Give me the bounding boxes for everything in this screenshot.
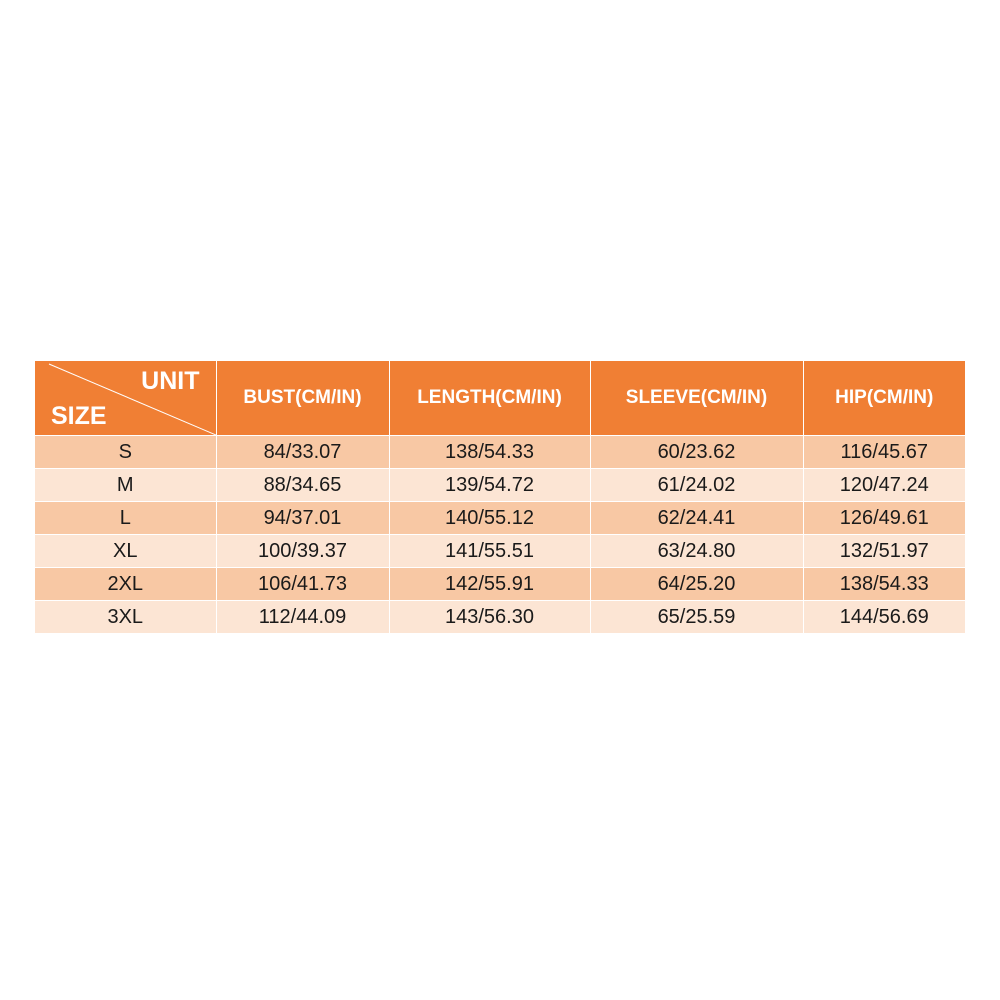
sleeve-cell: 61/24.02 <box>590 469 803 502</box>
header-row <box>35 361 965 436</box>
hip-cell: 138/54.33 <box>803 568 965 601</box>
hip-cell: 144/56.69 <box>803 601 965 634</box>
size-chart-table <box>35 361 965 634</box>
length-cell: 143/56.30 <box>389 601 590 634</box>
hip-cell: 132/51.97 <box>803 535 965 568</box>
size-cell: XL <box>35 535 216 568</box>
sleeve-cell: 60/23.62 <box>590 436 803 469</box>
bust-cell: 84/33.07 <box>216 436 389 469</box>
table-row <box>35 568 965 601</box>
sleeve-cell: 64/25.20 <box>590 568 803 601</box>
bust-cell: 100/39.37 <box>216 535 389 568</box>
size-cell: 3XL <box>35 601 216 634</box>
bust-cell: 112/44.09 <box>216 601 389 634</box>
hip-cell: 120/47.24 <box>803 469 965 502</box>
sleeve-cell: 62/24.41 <box>590 502 803 535</box>
table-row <box>35 436 965 469</box>
sleeve-cell: 65/25.59 <box>590 601 803 634</box>
column-header-hip: HIP(CM/IN) <box>803 361 965 436</box>
hip-cell: 126/49.61 <box>803 502 965 535</box>
column-header-sleeve: SLEEVE(CM/IN) <box>590 361 803 436</box>
hip-cell: 116/45.67 <box>803 436 965 469</box>
sleeve-cell: 63/24.80 <box>590 535 803 568</box>
table-row <box>35 469 965 502</box>
length-cell: 138/54.33 <box>389 436 590 469</box>
length-cell: 142/55.91 <box>389 568 590 601</box>
bust-cell: 88/34.65 <box>216 469 389 502</box>
size-cell: S <box>35 436 216 469</box>
column-header-length: LENGTH(CM/IN) <box>389 361 590 436</box>
size-cell: L <box>35 502 216 535</box>
table-row <box>35 502 965 535</box>
size-rows <box>35 436 965 634</box>
length-cell: 140/55.12 <box>389 502 590 535</box>
table-row <box>35 601 965 634</box>
length-cell: 139/54.72 <box>389 469 590 502</box>
table-row <box>35 535 965 568</box>
bust-cell: 106/41.73 <box>216 568 389 601</box>
size-cell: M <box>35 469 216 502</box>
unit-label: UNIT <box>141 367 200 395</box>
length-cell: 141/55.51 <box>389 535 590 568</box>
column-header-bust: BUST(CM/IN) <box>216 361 389 436</box>
bust-cell: 94/37.01 <box>216 502 389 535</box>
size-cell: 2XL <box>35 568 216 601</box>
corner-header <box>35 361 216 436</box>
size-label: SIZE <box>51 402 107 430</box>
